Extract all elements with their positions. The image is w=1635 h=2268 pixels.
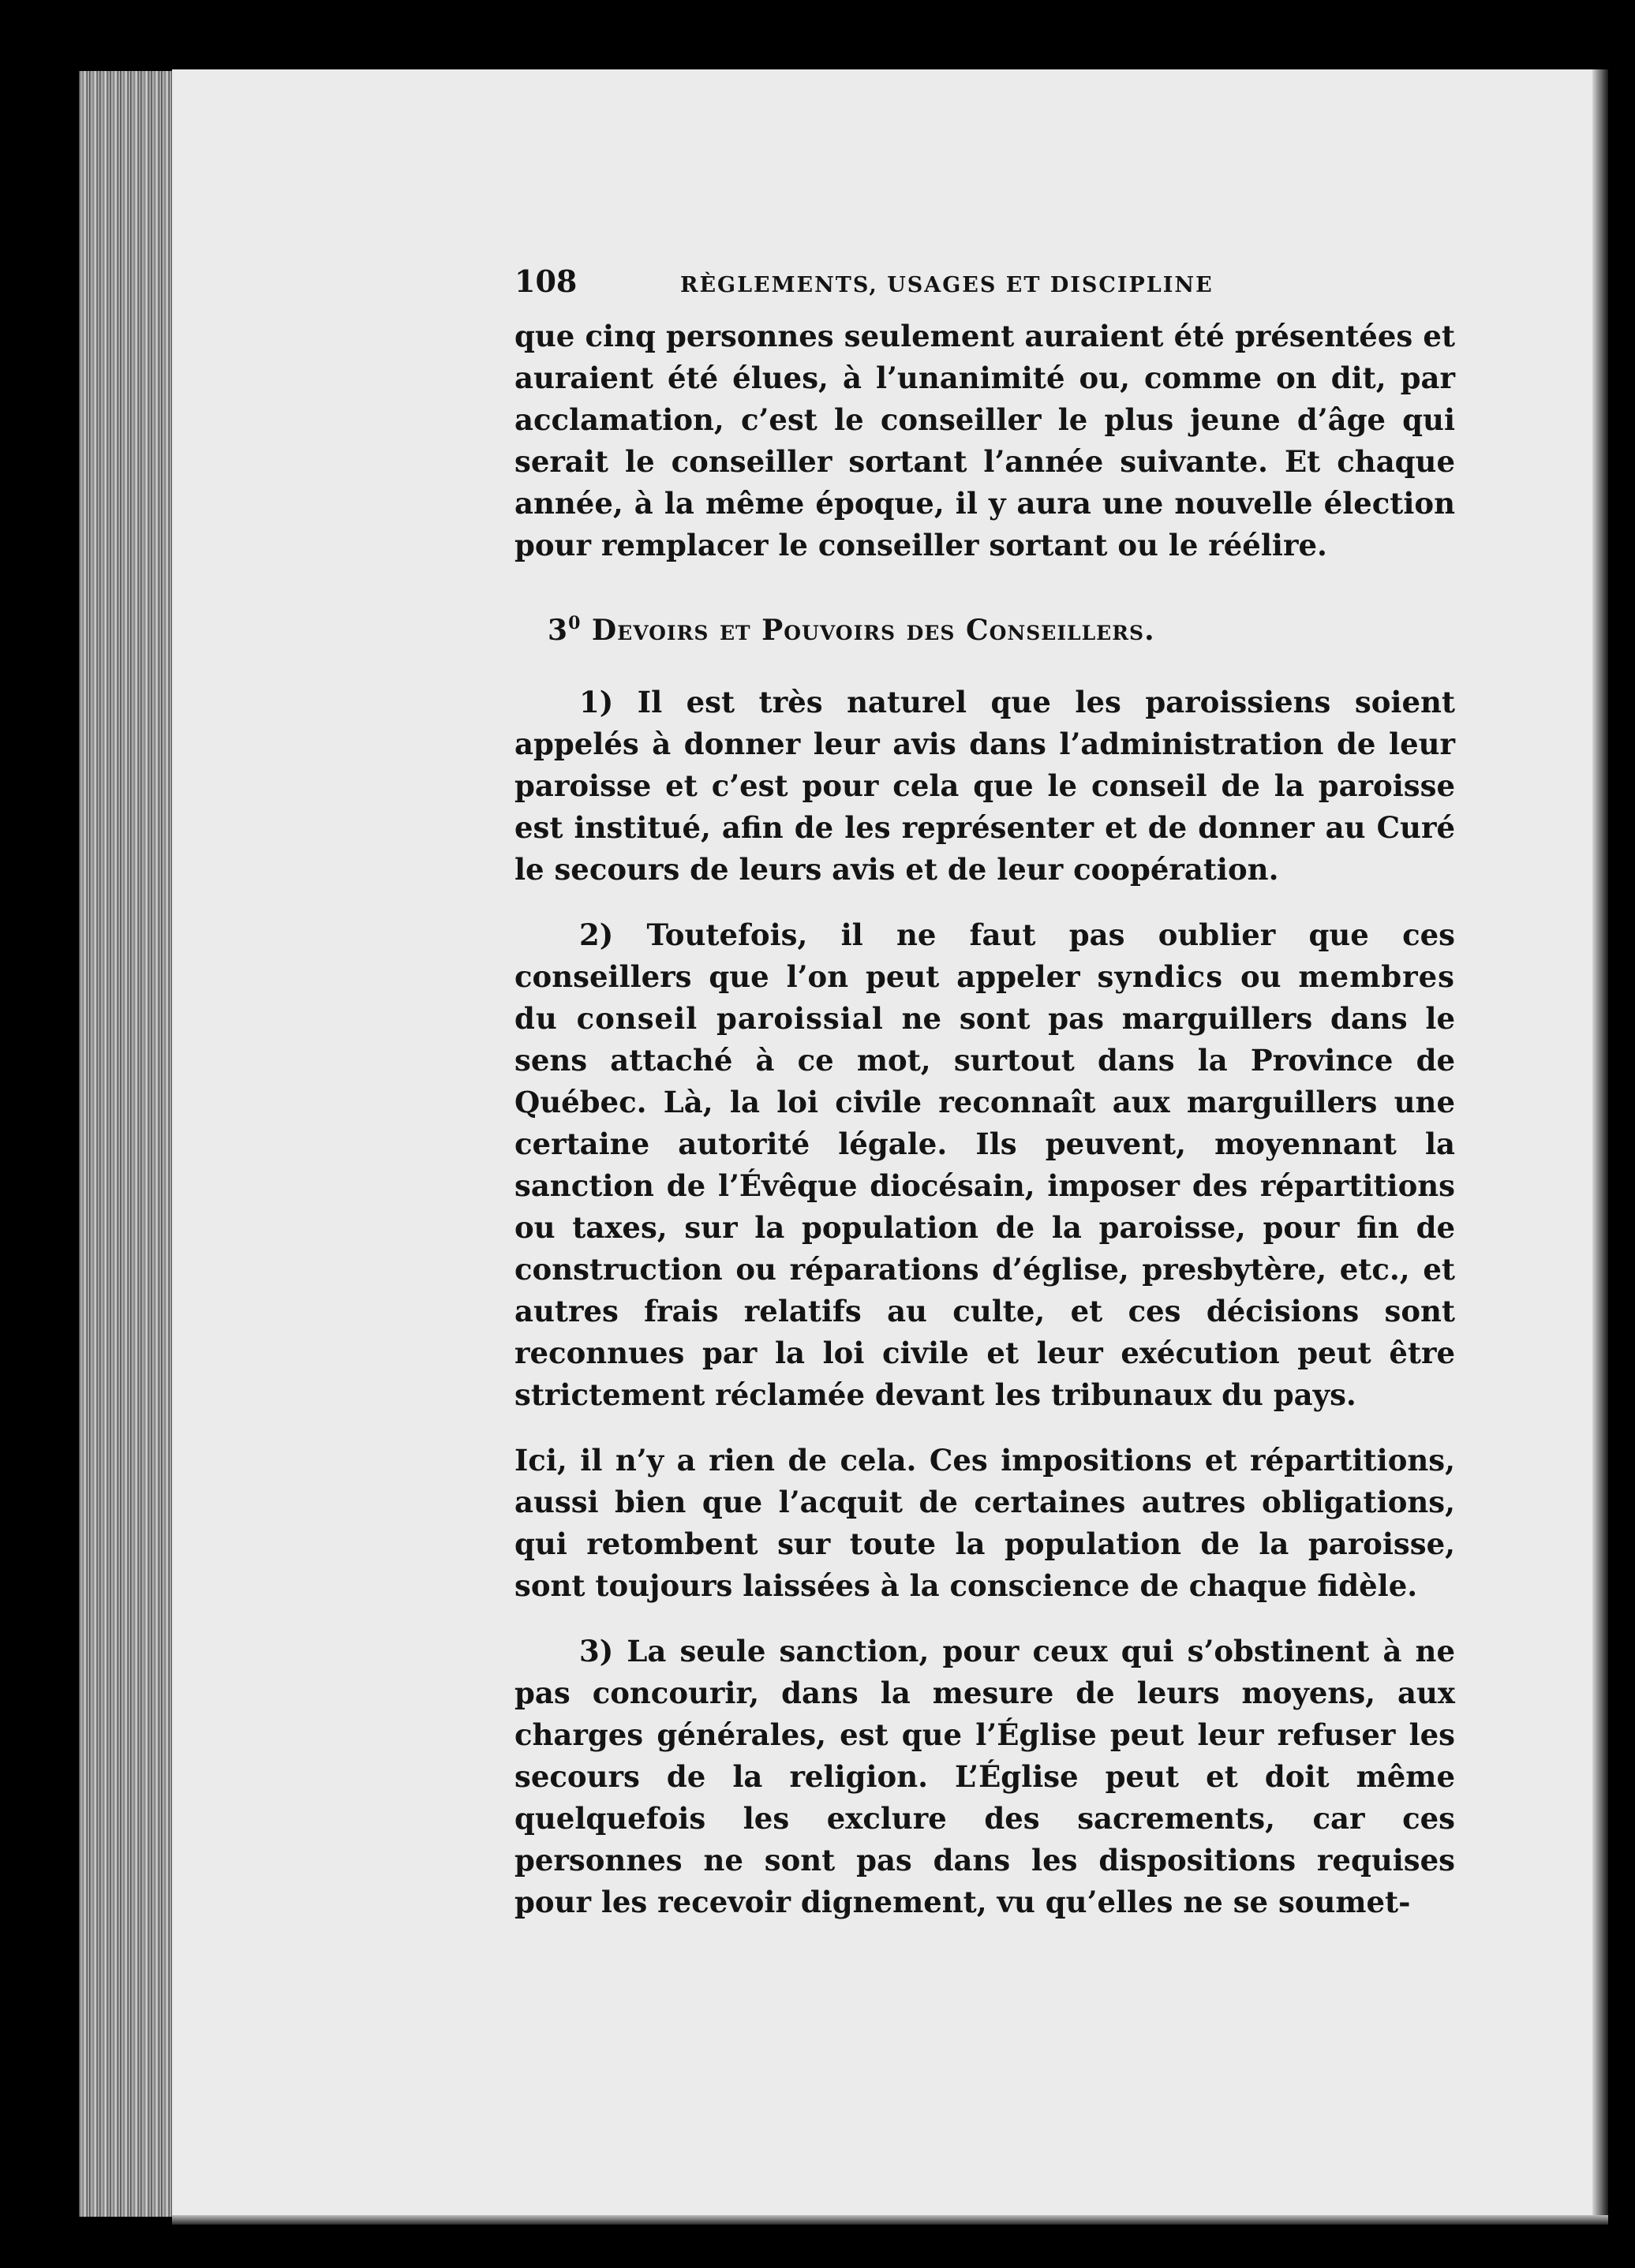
paragraph-2-end: ne sont pas marguillers dans le sens attaché à ce mot, surtout dans la Province de Québec. Là, la loi civile reconnaît aux marguillers une certaine autorité légale. Ils peuvent, moyennant la sanction de l’Évêque diocésain, imposer des répartitions ou taxes, sur la population de la paroisse, pour fin de construction ou réparations d’église, presbytère, etc., et autres frais relatifs au culte, et ces décisions sont reconnues par la loi civile et leur exécution peut être strictement réclamée devant les tribunaux du pays. [514,1001,1455,1412]
section-number: 3 [548,614,569,647]
running-head [514,260,1455,308]
running-title: RÈGLEMENTS, USAGES ET DISCIPLINE [680,273,1214,297]
paragraph-2 [514,914,1455,1416]
paragraph-3: Ici, il n’y a rien de cela. Ces impositions et répartitions, aussi bien que l’acquit de certaines autres obligations, qui retombent sur toute la population de la paroisse, sont toujours laissées à la conscience de chaque fidèle. [514,1443,1455,1603]
term-membres-du-conseil: membres du conseil paroissial [514,959,1455,1036]
page-right-edge [1592,69,1608,2217]
book-page-edges [79,71,174,2217]
paragraph-2-connector: ou [1240,959,1281,994]
page-number: 108 [514,263,578,299]
paragraph-4: 3) La seule sanction, pour ceux qui s’obstinent à ne pas concourir, dans la mesure de leurs moyens, aux charges générales, est que l’Église peut leur refuser les secours de la religion. L’Église peut et doit même quelquefois les exclure des sacrements, car ces personnes ne sont pas dans les dispositions requises pour les recevoir dignement, vu qu’elles ne se soumet- [514,1634,1455,1919]
paragraph-2-start: 2) Toutefois, il ne faut pas oublier que ces conseillers que l’on peut appeler [514,917,1455,994]
paragraph-1: 1) Il est très naturel que les paroissiens soient appelés à donner leur avis dans l’administration de leur paroisse et c’est pour cela que le conseil de la paroisse est institué, afin de les représenter et de donner au Curé le secours de leurs avis et de leur coopération. [514,685,1455,887]
page-text-block [514,260,1455,1923]
page-bottom-edge [172,2215,1608,2225]
intro-paragraph: que cinq personnes seulement auraient été présentées et auraient été élues, à l’unanimité ou, comme on dit, par acclamation, c’est le conseiller le plus jeune d’âge qui serait le conseiller sortant l’année suivante. Et chaque année, à la même époque, il y aura une nouvelle élection pour remplacer le conseiller sortant ou le réélire. [514,319,1455,562]
section-heading [548,603,1455,652]
section-title: Devoirs et Pouvoirs des Conseillers. [591,614,1155,647]
term-syndics: syndics [1097,959,1224,994]
section-degree: 0 [568,613,582,633]
